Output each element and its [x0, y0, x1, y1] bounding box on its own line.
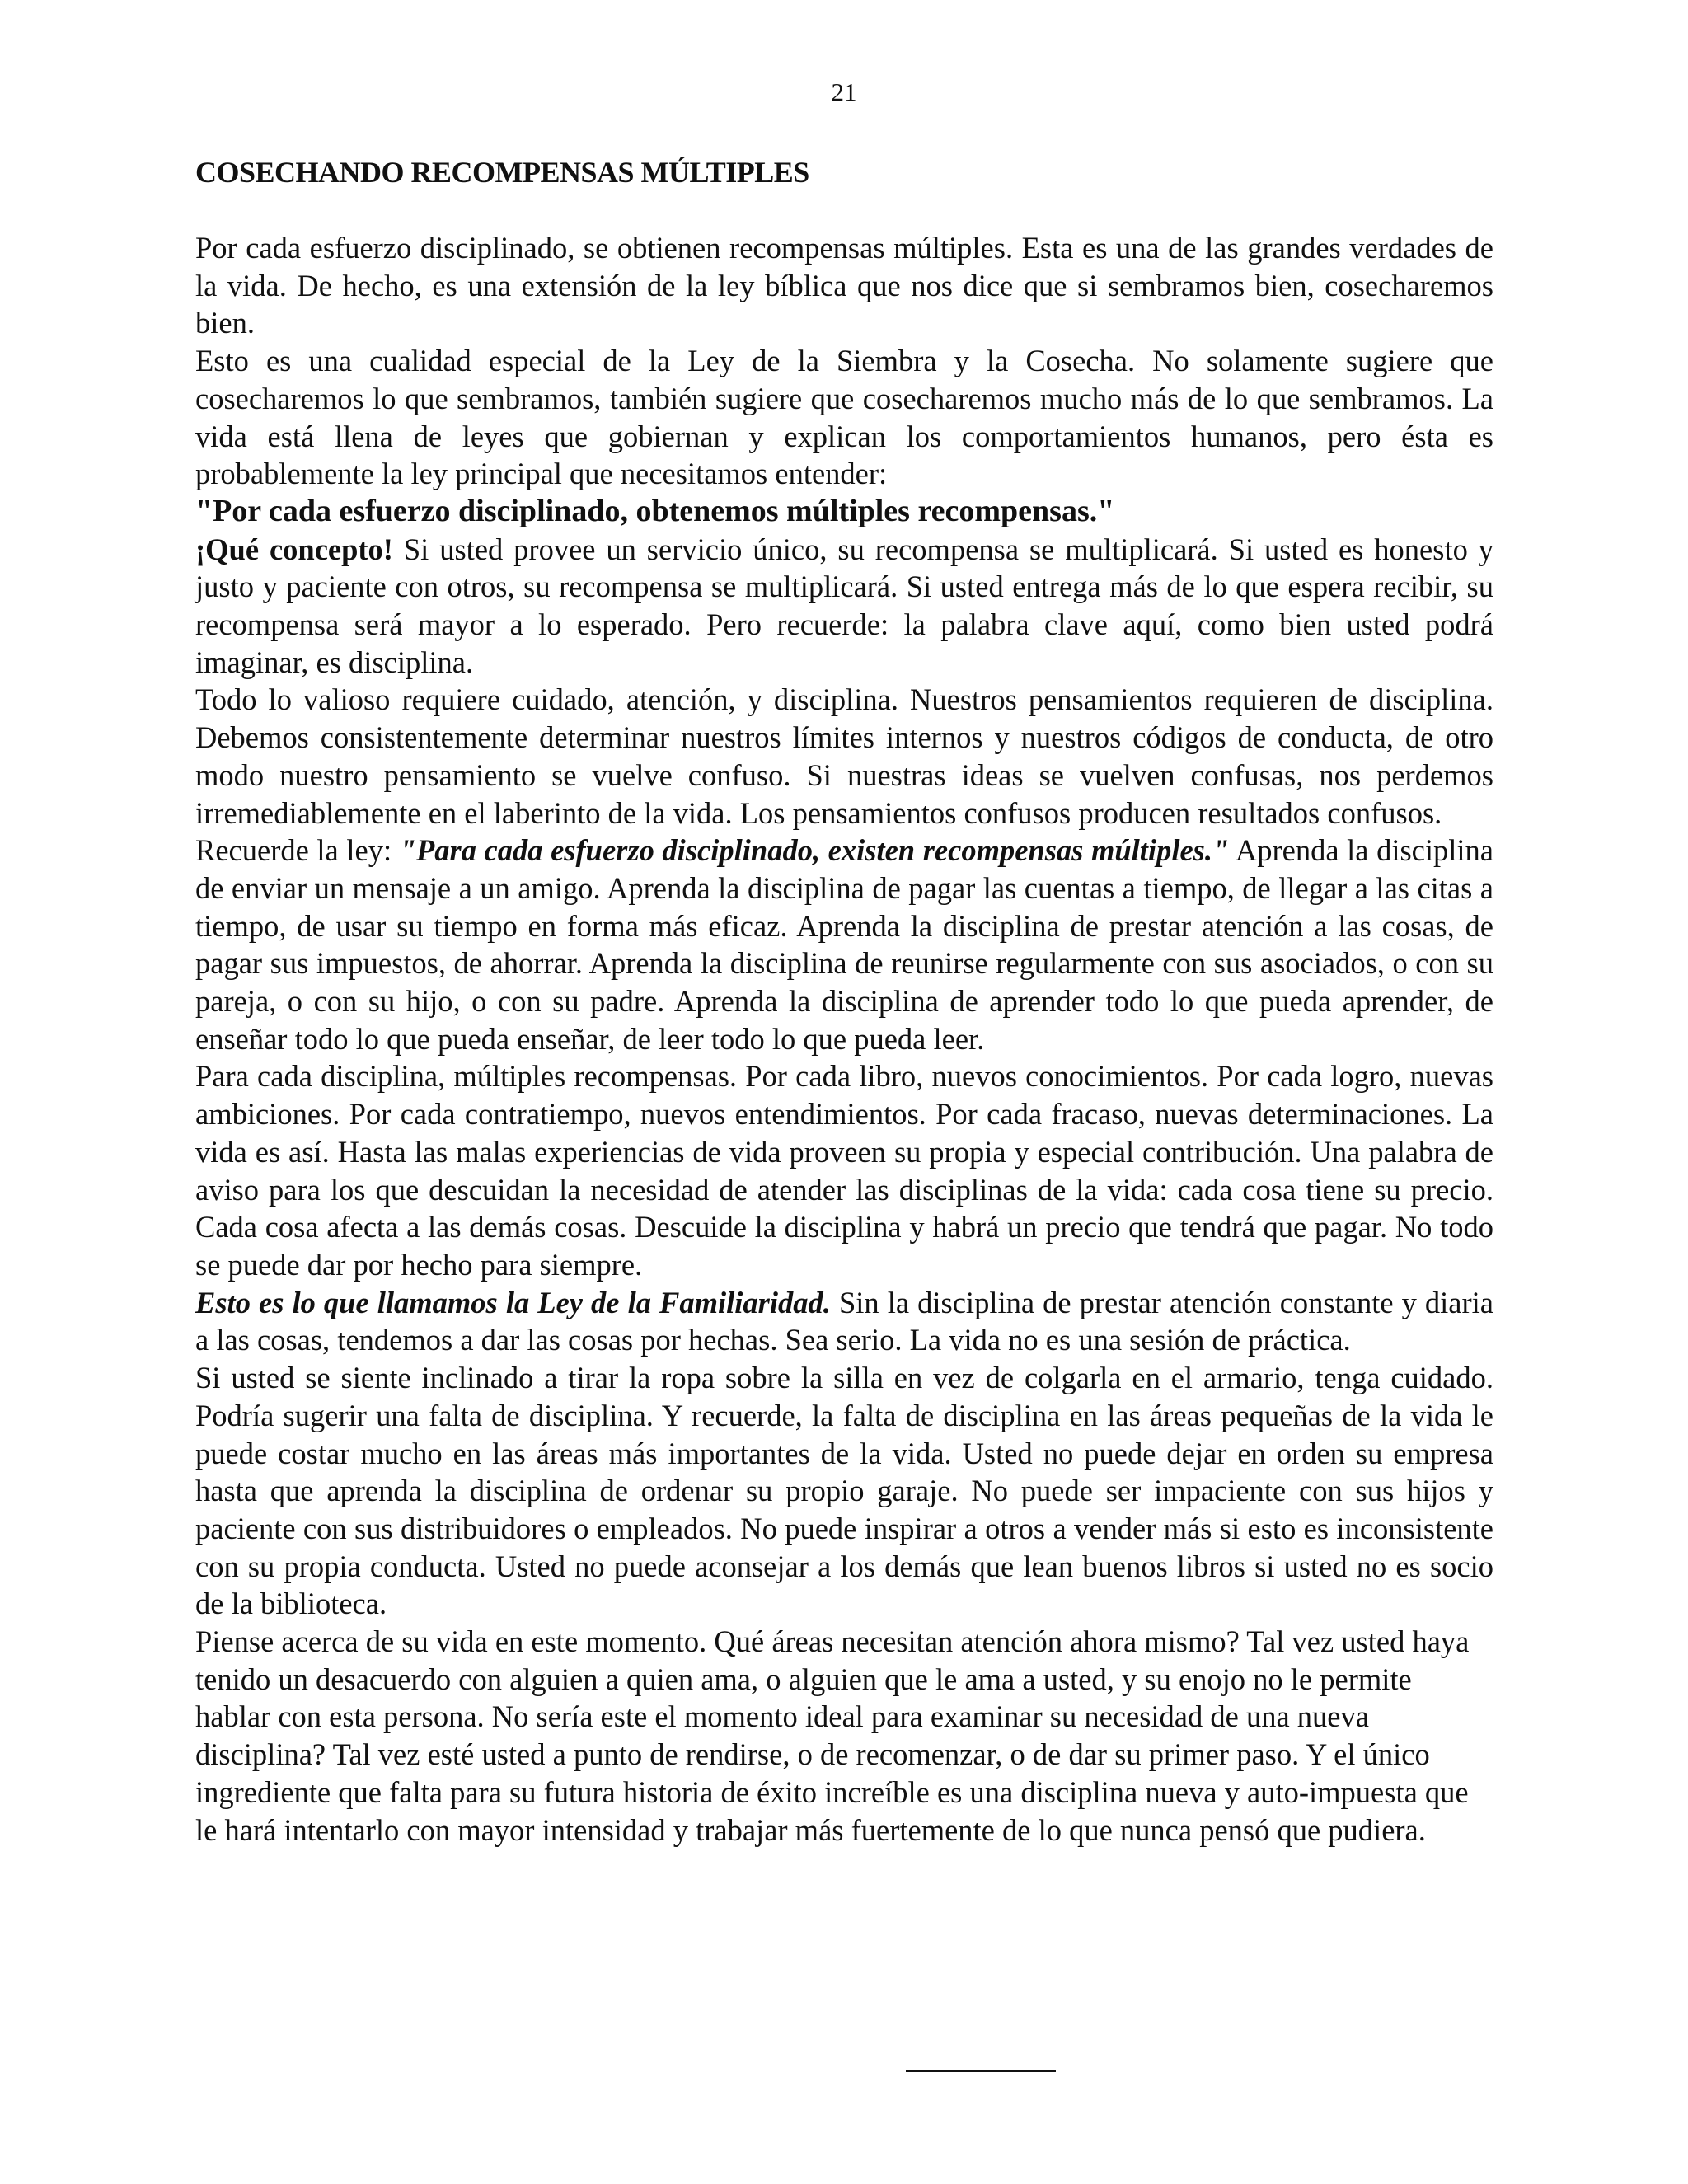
page-number: 21 — [831, 77, 857, 106]
law-quote — [195, 493, 1493, 531]
paragraph-10: Piense acerca de su vida en este momento. Qué áreas necesitan atención ahora mismo? Tal vez usted haya tenido un desacuerdo con alguien a quien ama, o alguien que le ama a usted, y su enojo no le permite hablar con esta persona. No sería este el momento ideal para examinar su necesidad de una nueva disciplina? Tal vez esté usted a punto de rendirse, o de recomenzar, o de dar su primer paso. Y el único ingrediente que falta para su futura historia de éxito increíble es una disciplina nueva y auto-impuesta que le hará intentarlo con mayor intensidad y trabajar más fuertemente de lo que nunca pensó que pudiera. — [195, 1624, 1470, 1847]
paragraph-9: Si usted se siente inclinado a tirar la ropa sobre la silla en vez de colgarla en el armario, tenga cuidado. Podría sugerir una falta de disciplina. Y recuerde, la falta de disciplina en las áreas pequeñas de la vida le puede costar mucho en las áreas más importantes de la vida. Usted no puede dejar en orden su empresa hasta que aprenda la disciplina de ordenar su propio garaje. No puede ser impaciente con sus hijos y paciente con sus distribuidores o empleados. No puede inspirar a otros a vender más si esto es inconsistente con su propia conducta. Usted no puede aconsejar a los demás que lean buenos libros si usted no es socio de la biblioteca. — [195, 1361, 1493, 1621]
paragraph-2: Esto es una cualidad especial de la Ley de la Siembra y la Cosecha. No solamente sugiere que cosecharemos lo que sembramos, también sugiere que cosecharemos mucho más de lo que sembramos. La vida está llena de leyes que gobiernan y explican los comportamientos humanos, pero ésta es probablemente la ley principal que necesitamos entender: — [195, 344, 1493, 491]
paragraph-6 — [195, 832, 1493, 1057]
paragraph-4 — [195, 531, 1493, 682]
page-title: COSECHANDO RECOMPENSAS MÚLTIPLES — [195, 156, 809, 189]
law-quote-italic: "Para cada esfuerzo disciplinado, existen recompensas múltiples." — [399, 833, 1230, 868]
paragraph-8-text: Sin la disciplina de prestar atención constante y diaria a las cosas, tendemos a dar las cosas por hechas. Sea serio. La vida no es una sesión de práctica. — [195, 1285, 1494, 1357]
exclamation-lead: ¡Qué concepto! — [195, 532, 393, 566]
law-quote-text: "Por cada esfuerzo disciplinado, obtenemos múltiples recompensas." — [195, 493, 1115, 528]
familiarity-law-lead: Esto es lo que llamamos la Ley de la Familiaridad. — [195, 1285, 831, 1319]
paragraph-8 — [195, 1284, 1493, 1359]
paragraph-1: Por cada esfuerzo disciplinado, se obtienen recompensas múltiples. Esta es una de las grandes verdades de la vida. De hecho, es una extensión de la ley bíblica que nos dice que si sembramos bien, cosecharemos bien. — [195, 231, 1493, 340]
footer-divider — [906, 2070, 1056, 2072]
paragraph-6-text: Aprenda la disciplina de enviar un mensaje a un amigo. Aprenda la disciplina de pagar las cuentas a tiempo, de llegar a las citas a tiempo, de usar su tiempo en forma más eficaz. Aprenda la disciplina de prestar atención a las cosas, de pagar sus impuestos, de ahorrar. Aprenda la disciplina de reunirse regularmente con sus asociados, o con su pareja, o con su hijo, o con su padre. Aprenda la disciplina de aprender todo lo que pueda aprender, de enseñar todo lo que pueda enseñar, de leer todo lo que pueda leer. — [195, 833, 1493, 1056]
paragraph-6-lead: Recuerde la ley: — [195, 833, 400, 868]
paragraph-5: Todo lo valioso requiere cuidado, atención, y disciplina. Nuestros pensamientos requieren de disciplina. Debemos consistentemente determinar nuestros límites internos y nuestros códigos de conducta, de otro modo nuestro pensamiento se vuelve confuso. Si nuestras ideas se vuelven confusas, nos perdemos irremediablemente en el laberinto de la vida. Los pensamientos confusos producen resultados confusos. — [195, 682, 1493, 830]
body-text — [195, 229, 1493, 1849]
paragraph-4-text: Si usted provee un servicio único, su recompensa se multiplicará. Si usted es honesto y justo y paciente con otros, su recompensa se multiplicará. Si usted entrega más de lo que espera recibir, su recompensa será mayor a lo esperado. Pero recuerde: la palabra clave aquí, como bien usted podrá imaginar, es disciplina. — [195, 532, 1493, 679]
paragraph-7: Para cada disciplina, múltiples recompensas. Por cada libro, nuevos conocimientos. Por cada logro, nuevas ambiciones. Por cada contratiempo, nuevos entendimientos. Por cada fracaso, nuevas determinaciones. La vida es así. Hasta las malas experiencias de vida proveen su propia y especial contribución. Una palabra de aviso para los que descuidan la necesidad de atender las disciplinas de la vida: cada cosa tiene su precio. Cada cosa afecta a las demás cosas. Descuide la disciplina y habrá un precio que tendrá que pagar. No todo se puede dar por hecho para siempre. — [195, 1059, 1493, 1282]
